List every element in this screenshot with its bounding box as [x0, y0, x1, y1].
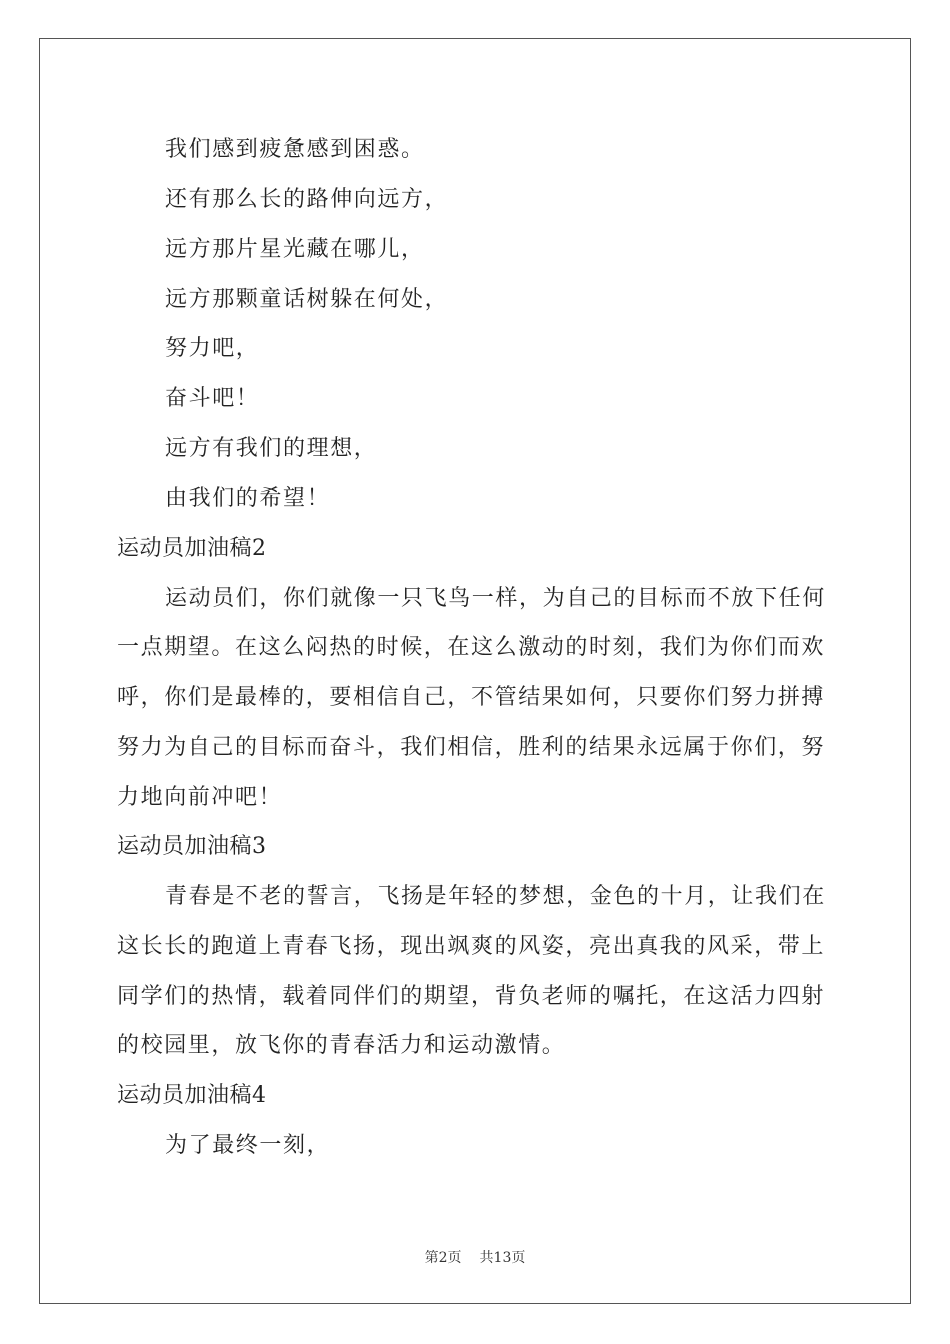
- poem-line: 远方有我们的理想，: [165, 436, 378, 461]
- page-border: [39, 38, 911, 1304]
- poem-line: 努力吧，: [165, 336, 260, 361]
- page-number: 第2页: [424, 1250, 462, 1266]
- paragraph-line: 运动员们，你们就像一只飞鸟一样，为自己的目标而不放下任何: [165, 586, 826, 611]
- paragraph-line: 呼，你们是最棒的，要相信自己，不管结果如何，只要你们努力拼搏: [117, 685, 826, 710]
- paragraph-line: 力地向前冲吧！: [117, 785, 283, 810]
- poem-line: 由我们的希望！: [165, 486, 331, 511]
- paragraph-line: 为了最终一刻，: [165, 1133, 331, 1158]
- paragraph-line: 这长长的跑道上青春飞扬，现出飒爽的风姿，亮出真我的风采，带上: [117, 934, 826, 959]
- poem-line: 我们感到疲惫感到困惑。: [165, 137, 425, 162]
- poem-line: 远方那颗童话树躲在何处，: [165, 287, 449, 312]
- poem-line: 奋斗吧！: [165, 386, 260, 411]
- page-footer: [0, 1247, 950, 1267]
- page-total: 共13页: [479, 1250, 526, 1266]
- paragraph-line: 同学们的热情，载着同伴们的期望，背负老师的嘱托，在这活力四射: [117, 984, 826, 1009]
- paragraph-line: 青春是不老的誓言，飞扬是年轻的梦想，金色的十月，让我们在: [165, 884, 826, 909]
- paragraph-line: 的校园里，放飞你的青春活力和运动激情。: [117, 1033, 566, 1058]
- poem-line: 还有那么长的路伸向远方，: [165, 187, 449, 212]
- section-heading: 运动员加油稿4: [117, 1083, 267, 1108]
- paragraph-line: 努力为自己的目标而奋斗，我们相信，胜利的结果永远属于你们，努: [117, 735, 826, 760]
- section-heading: 运动员加油稿2: [117, 536, 267, 561]
- paragraph-line: 一点期望。在这么闷热的时候，在这么激动的时刻，我们为你们而欢: [117, 635, 826, 660]
- section-heading: 运动员加油稿3: [117, 834, 267, 859]
- poem-line: 远方那片星光藏在哪儿，: [165, 237, 425, 262]
